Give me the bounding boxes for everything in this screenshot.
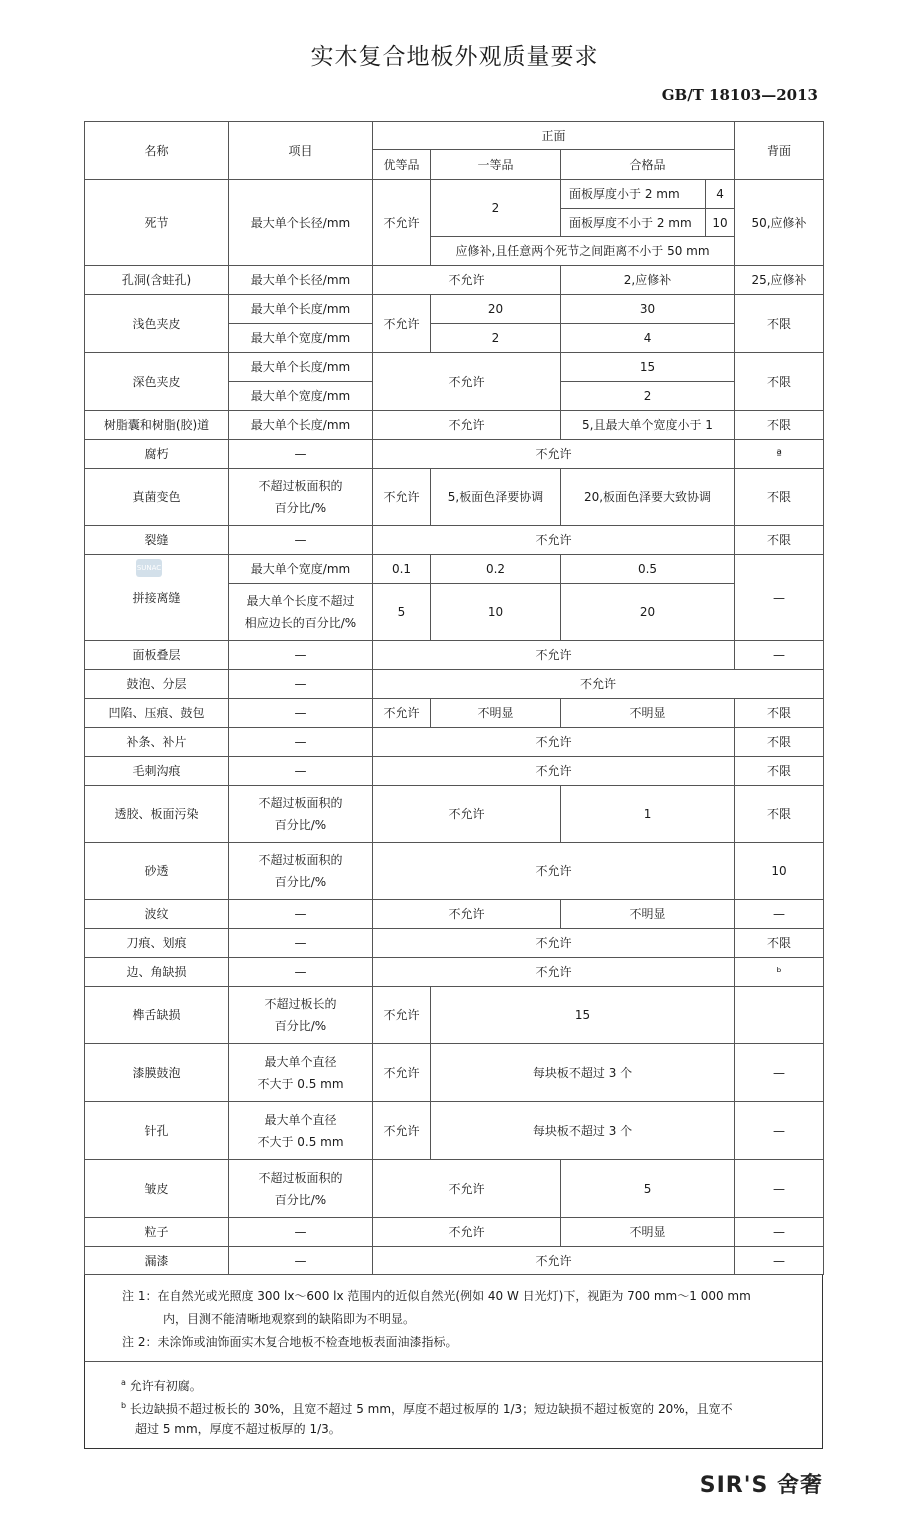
cell-front: 不允许 [373, 1247, 735, 1275]
cell-back: — [735, 555, 824, 641]
watermark-logo: SUNAC [136, 559, 162, 577]
cell-grade12: 不允许 [373, 786, 561, 843]
row-item: 最大单个长径/mm [229, 266, 373, 295]
cell-grade3-value: 10 [706, 209, 735, 237]
cell-back: 不限 [735, 929, 824, 958]
row-item: 最大单个长径/mm [229, 180, 373, 266]
row-item: — [229, 958, 373, 987]
cell-back: 不限 [735, 353, 824, 411]
quality-table [84, 121, 824, 1275]
row-name: 树脂囊和树脂(胶)道 [85, 411, 229, 440]
header-grade-premium: 优等品 [373, 150, 431, 180]
cell-grade2: 20 [431, 295, 561, 324]
row-item: — [229, 440, 373, 469]
row-item: 最大单个长度/mm [229, 353, 373, 382]
cell-back: 不限 [735, 757, 824, 786]
row-item: 最大单个长度不超过 相应边长的百分比/% [229, 584, 373, 641]
row-name: 腐朽 [85, 440, 229, 469]
row-name: 漆膜鼓泡 [85, 1044, 229, 1102]
cell-grade3: 20 [561, 584, 735, 641]
row-name: 皱皮 [85, 1160, 229, 1218]
cell-back: 不限 [735, 786, 824, 843]
row-item: 不超过板长的 百分比/% [229, 987, 373, 1044]
cell-back: ª [735, 440, 824, 469]
row-item: 最大单个长度/mm [229, 295, 373, 324]
cell-front: 不允许 [373, 728, 735, 757]
table-row [85, 180, 824, 209]
cell-front: 不允许 [373, 757, 735, 786]
cell-grade1: 不允许 [373, 1044, 431, 1102]
row-name: 波纹 [85, 900, 229, 929]
row-item: 最大单个宽度/mm [229, 555, 373, 584]
row-name: 补条、补片 [85, 728, 229, 757]
cell-back: 10 [735, 843, 824, 900]
row-item: 不超过板面积的 百分比/% [229, 469, 373, 526]
row-item: 最大单个直径 不大于 0.5 mm [229, 1044, 373, 1102]
table-row [85, 987, 824, 1044]
table-row [85, 1218, 824, 1247]
cell-back: 50,应修补 [735, 180, 824, 266]
cell-grade12: 不允许 [373, 353, 561, 411]
cell-front: 不允许 [373, 526, 735, 555]
cell-grade1: 不允许 [373, 987, 431, 1044]
header-front: 正面 [373, 122, 735, 150]
row-item: 最大单个直径 不大于 0.5 mm [229, 1102, 373, 1160]
cell-grade3-label: 面板厚度不小于 2 mm [561, 209, 706, 237]
cell-back: — [735, 641, 824, 670]
cell-grade3: 0.5 [561, 555, 735, 584]
row-item: 最大单个宽度/mm [229, 382, 373, 411]
footnote-b: $^b$ 长边缺损不超过板长的 30%，且宽不超过 5 mm，厚度不超过板厚的 1/3；短边缺损不超过板宽的 20%，且宽不 [121, 1401, 733, 1416]
cell-grade3: 20,板面色泽要大致协调 [561, 469, 735, 526]
cell-grade1: 不允许 [373, 1102, 431, 1160]
row-name: 砂透 [85, 843, 229, 900]
footnote-b-continued: 超过 5 mm，厚度不超过板厚的 1/3。 [135, 1422, 341, 1436]
cell-grade3-value: 4 [706, 180, 735, 209]
header-grade-first: 一等品 [431, 150, 561, 180]
table-row [85, 440, 824, 469]
cell-back: — [735, 900, 824, 929]
cell-grade3: 4 [561, 324, 735, 353]
table-row [85, 757, 824, 786]
row-name: 死节 [85, 180, 229, 266]
row-name: 榫舌缺损 [85, 987, 229, 1044]
row-name: 边、角缺损 [85, 958, 229, 987]
cell-front: 不允许 [373, 929, 735, 958]
row-item: — [229, 1247, 373, 1275]
row-item: — [229, 526, 373, 555]
row-name: 漏漆 [85, 1247, 229, 1275]
cell-note: 应修补,且任意两个死节之间距离不小于 50 mm [431, 237, 735, 266]
row-name: 真菌变色 [85, 469, 229, 526]
row-item: — [229, 1218, 373, 1247]
cell-grade1: 不允许 [373, 469, 431, 526]
cell-grade12: 不允许 [373, 266, 561, 295]
table-row [85, 353, 824, 382]
cell-grade3-label: 面板厚度小于 2 mm [561, 180, 706, 209]
cell-back: 不限 [735, 295, 824, 353]
cell-grade1: 5 [373, 584, 431, 641]
cell-back: — [735, 1160, 824, 1218]
row-item: 不超过板面积的 百分比/% [229, 843, 373, 900]
cell-back: 不限 [735, 699, 824, 728]
cell-grade1: 0.1 [373, 555, 431, 584]
footnote-a: $^a$ 允许有初腐。 [121, 1378, 202, 1393]
cell-front: 不允许 [373, 641, 735, 670]
row-item: — [229, 699, 373, 728]
row-name: 针孔 [85, 1102, 229, 1160]
cell-grade3: 5 [561, 1160, 735, 1218]
row-item: — [229, 728, 373, 757]
row-item: — [229, 641, 373, 670]
row-name: 裂缝 [85, 526, 229, 555]
table-row [85, 469, 824, 526]
table-row [85, 526, 824, 555]
cell-back [735, 987, 824, 1044]
cell-grade12: 不允许 [373, 900, 561, 929]
table-row [85, 411, 824, 440]
table-row [85, 728, 824, 757]
table-row [85, 641, 824, 670]
row-item: 不超过板面积的 百分比/% [229, 1160, 373, 1218]
row-item: 最大单个宽度/mm [229, 324, 373, 353]
cell-grade1: 不允许 [373, 699, 431, 728]
cell-back: 不限 [735, 469, 824, 526]
cell-grade3: 1 [561, 786, 735, 843]
table-row [85, 295, 824, 324]
note-1-continued: 内，目测不能清晰地观察到的缺陷即为不明显。 [163, 1312, 416, 1326]
cell-back: — [735, 1218, 824, 1247]
row-item: 不超过板面积的 百分比/% [229, 786, 373, 843]
cell-grade3: 2,应修补 [561, 266, 735, 295]
header-name: 名称 [85, 122, 229, 180]
row-name: 浅色夹皮 [85, 295, 229, 353]
cell-back: 25,应修补 [735, 266, 824, 295]
cell-back: 不限 [735, 728, 824, 757]
cell-grade23: 15 [431, 987, 735, 1044]
table-row [85, 900, 824, 929]
cell-front: 不允许 [373, 440, 735, 469]
cell-grade2: 10 [431, 584, 561, 641]
cell-back: ᵇ [735, 958, 824, 987]
row-name: 透胶、板面污染 [85, 786, 229, 843]
page-title: 实木复合地板外观质量要求 [310, 44, 599, 70]
cell-grade1: 不允许 [373, 180, 431, 266]
row-name: 刀痕、划痕 [85, 929, 229, 958]
cell-grade3: 不明显 [561, 900, 735, 929]
table-row [85, 699, 824, 728]
cell-grade12: 不允许 [373, 411, 561, 440]
cell-back: — [735, 1102, 824, 1160]
table-row [85, 1247, 824, 1275]
cell-grade3: 15 [561, 353, 735, 382]
table-row [85, 786, 824, 843]
header-item: 项目 [229, 122, 373, 180]
note-1: 注 1：在自然光或光照度 300 lx～600 lx 范围内的近似自然光(例如 40 W 日光灯)下，视距为 700 mm～1 000 mm [122, 1289, 751, 1303]
cell-grade23: 每块板不超过 3 个 [431, 1102, 735, 1160]
cell-grade3: 不明显 [561, 1218, 735, 1247]
row-name: 凹陷、压痕、鼓包 [85, 699, 229, 728]
table-row [85, 958, 824, 987]
cell-grade3: 2 [561, 382, 735, 411]
row-item: — [229, 929, 373, 958]
standard-number: GB/T 18103—2013 [661, 86, 818, 104]
table-row [85, 555, 824, 584]
table-row [85, 929, 824, 958]
cell-back: — [735, 1044, 824, 1102]
footnotes [84, 1361, 823, 1449]
cell-grade3: 30 [561, 295, 735, 324]
row-name: 鼓泡、分层 [85, 670, 229, 699]
row-name: 粒子 [85, 1218, 229, 1247]
table-row [85, 1102, 824, 1160]
row-name: 面板叠层 [85, 641, 229, 670]
cell-front: 不允许 [373, 843, 735, 900]
row-item: — [229, 900, 373, 929]
row-name: 拼接离缝 [85, 555, 229, 641]
cell-grade12: 不允许 [373, 1160, 561, 1218]
row-name: 孔洞(含蛀孔) [85, 266, 229, 295]
table-row [85, 670, 824, 699]
table-row [85, 843, 824, 900]
cell-grade3: 不明显 [561, 699, 735, 728]
note-2: 注 2：未涂饰或油饰面实木复合地板不检查地板表面油漆指标。 [122, 1335, 458, 1349]
row-item: — [229, 670, 373, 699]
table-row [85, 266, 824, 295]
cell-front-back: 不允许 [373, 670, 824, 699]
cell-grade2: 5,板面色泽要协调 [431, 469, 561, 526]
cell-grade2: 0.2 [431, 555, 561, 584]
row-name: 深色夹皮 [85, 353, 229, 411]
cell-grade2: 不明显 [431, 699, 561, 728]
row-item: — [229, 757, 373, 786]
cell-grade3: 5,且最大单个宽度小于 1 [561, 411, 735, 440]
cell-back: — [735, 1247, 824, 1275]
cell-grade1: 不允许 [373, 295, 431, 353]
brand-logo: SIR'S 舍奢 [699, 1473, 823, 1498]
cell-back: 不限 [735, 411, 824, 440]
table-row [85, 1044, 824, 1102]
header-grade-qualified: 合格品 [561, 150, 735, 180]
cell-front: 不允许 [373, 958, 735, 987]
row-name: 毛刺沟痕 [85, 757, 229, 786]
table-notes [84, 1275, 823, 1362]
header-back: 背面 [735, 122, 824, 180]
cell-grade2: 2 [431, 324, 561, 353]
cell-grade12: 不允许 [373, 1218, 561, 1247]
row-item: 最大单个长度/mm [229, 411, 373, 440]
cell-back: 不限 [735, 526, 824, 555]
cell-grade23: 每块板不超过 3 个 [431, 1044, 735, 1102]
cell-grade2: 2 [431, 180, 561, 237]
table-row [85, 1160, 824, 1218]
